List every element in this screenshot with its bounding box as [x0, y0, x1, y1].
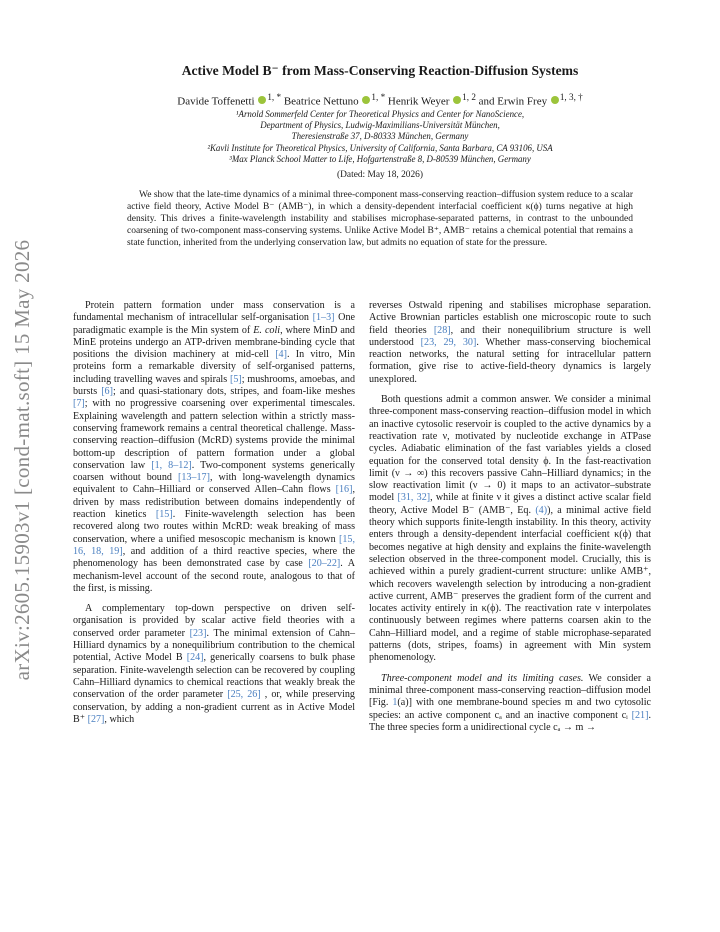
text-run: , while at finite ν it gives a distinct active scalar field theory, Active Model B⁻ (AMB⁻, Eq.	[369, 492, 651, 516]
text-run: , with long-wavelength dynamics equivalent to Cahn–Hilliard or conserved Allen–Cahn flows	[73, 472, 355, 496]
affiliation-line: Department of Physics, Ludwig-Maximilians-Universität München,	[260, 120, 500, 131]
citation-link[interactable]: [23]	[189, 627, 207, 639]
citation-link[interactable]: [6]	[101, 386, 113, 398]
text-run: , where MinD and MinE proteins undergo an ATP-driven membrane-binding cycle that positions the division machinery at mid-cell	[73, 324, 355, 361]
body-paragraph	[73, 603, 355, 726]
text-run: . The minimal extension of Cahn–Hilliard dynamics by a nonequilibrium contribution to the chemical potential, Active Model B	[73, 627, 355, 664]
citation-link[interactable]: [15]	[155, 509, 173, 521]
orcid-icon[interactable]	[362, 96, 370, 104]
citation-link[interactable]: [21]	[631, 709, 649, 721]
citation-link[interactable]: [20–22]	[308, 558, 341, 570]
text-run: Both questions admit a common answer. We consider a minimal three-component mass-conserving reaction–diffusion model in which an inactive cytosolic reservoir is coupled to the active dynamics by a reactivation rate ν, motivated by nucleotide exchange in ATPase cycles. Adiabatic elimination of the fast variables yields a closed equation for the conserved total density ϕ. In the fast-reactivation limit (ν → ∞) this recovers passive Cahn–Hilliard dynamics; in the slow reactivation limit (ν → 0) it maps to an activator–substrate model	[369, 394, 651, 504]
author-name: Beatrice Nettuno	[283, 95, 359, 108]
citation-link[interactable]: [27]	[87, 713, 105, 725]
text-run: . Two-component systems generically coarsen without bound	[73, 459, 355, 484]
citation-link[interactable]: [28]	[433, 324, 451, 336]
author-affil-marker: 1, 3, †	[559, 92, 583, 102]
text-run: , and addition of a third reactive species, where the phenomenology has been demonstrated case by case	[73, 545, 355, 570]
text-run: We consider a minimal three-component mass-conserving reaction–diffusion model [Fig.	[369, 672, 652, 709]
affiliation-line: ²Kavli Institute for Theoretical Physics, University of California, Santa Barbara, CA 93106, USA	[207, 142, 553, 153]
text-run: , generically coarsens to bulk phase separation. Finite-wavelength selection can be recovered by coupling Cahn–Hilliard dynamics to chemical reactions that weakly break the conservation of the order parameter	[73, 652, 355, 701]
equation-link[interactable]: (4)	[535, 504, 548, 516]
affiliation-line: Theresienstraße 37, D-80333 München, Germany	[291, 131, 469, 142]
text-run: ; mushrooms, amoebas, and bursts	[73, 373, 355, 398]
author-affil-marker: 1, *	[267, 92, 282, 102]
body-paragraph	[369, 673, 651, 734]
text-run: ; and quasi-stationary dots, stripes, and foam-like meshes	[112, 386, 356, 398]
author-name: Davide Toffenetti	[177, 95, 255, 108]
orcid-icon[interactable]	[258, 96, 266, 104]
citation-link[interactable]: [7]	[73, 398, 85, 410]
species-name: E. coli	[253, 324, 281, 336]
text-run: . Finite-wavelength selection has been recovered along two routes within McRD: weak breaking of mass conservation, where a unified mesoscopic mechanism is known	[73, 509, 355, 545]
orcid-icon[interactable]	[453, 96, 461, 104]
text-run: . The three species form a unidirectional cycle cₐ → m →	[369, 709, 651, 733]
text-run: . Whether mass-conserving biochemical reaction networks, the natural setting for intracellular pattern formation, give rise to active-field-theory dynamics is largely unexplored.	[369, 336, 651, 385]
text-run: ; with no progressive coarsening over experimental timescales. Explaining wavelength and pattern selection within a strictly mass-conserving framework remains a central theoretical challenge. Mass-conserving reaction–diffusion (McRD) systems provide the minimal bottom-up description of pattern formation under a global conservation law	[73, 398, 355, 471]
text-run: ), a minimal active field theory which supports finite-length instability. In this theory, activity enters through a density-dependent interfacial coefficient κ(ϕ) that becomes negative at high density and explains the finite-wavelength selection observed in the three-component model. Crucially, this is achieved within a purely gradient-current structure: unlike AMB⁺, which recovers wavelength selection by introducing a non-gradient active current, AMB⁻ preserves the gradient form of the current and locates activity entirely in κ(ϕ). The reactivation rate ν interpolates continuously between regimes where patterns coarsen akin to the Cahn–Hilliard model, and a regime of stable microphase-separated patterns (dots, stripes, foams) in agreement with Min system phenomenology.	[369, 504, 651, 664]
author-name: Erwin Frey	[497, 95, 548, 108]
citation-link[interactable]: [16]	[335, 484, 353, 496]
orcid-icon[interactable]	[551, 96, 559, 104]
citation-link[interactable]: [25, 26]	[227, 689, 261, 701]
text-run: . A mechanism-level account of the second route, analogous to that of the first, is missing.	[73, 558, 356, 594]
affiliations	[100, 109, 660, 165]
citation-link[interactable]: [5]	[229, 373, 242, 385]
abstract: We show that the late-time dynamics of a minimal three-component mass-conserving reaction–diffusion system reduce to a scalar active field theory, Active Model B⁻ (AMB⁻), in which a density-dependent interfacial coefficient κ(ϕ) turns negative at high density. This drives a finite-wavelength instability and stabilises microphase-separated patterns, in contrast to the unbounded coarsening of two-component mass-conserving systems. Unlike Active Model B⁺, AMB⁻ retains a chemical potential that remains a state function, inherited from the underlying conservation law, but admits no equation of state for the pressure.	[127, 190, 633, 248]
author-affil-marker: 1, 2	[462, 92, 476, 102]
author-name: Henrik Weyer	[387, 95, 450, 108]
citation-link[interactable]: [31, 32]	[397, 492, 431, 504]
arxiv-stamp: arXiv:2605.15903v1 [cond-mat.soft] 15 May 2026	[10, 239, 34, 681]
citation-link[interactable]: [15, 16, 18, 19]	[73, 533, 355, 557]
author-conjunction: and	[478, 95, 495, 108]
left-column	[73, 300, 355, 726]
text-run: , or, while preserving conservation, by adding a non-gradient current as in Active Model B⁺	[73, 689, 355, 725]
text-run: , driven by mass redistribution between domains independently of reaction kinetics	[73, 484, 355, 521]
text-run: Protein pattern formation under mass conservation is a fundamental mechanism of intracellular self-organisation	[73, 300, 355, 324]
text-run: , which	[104, 713, 135, 725]
right-column	[369, 300, 651, 734]
citation-link[interactable]: [4]	[275, 349, 287, 361]
author-affil-marker: 1, *	[371, 92, 386, 102]
body-paragraph	[369, 394, 651, 665]
author-list	[100, 92, 660, 108]
citation-link[interactable]: [13–17]	[177, 472, 210, 484]
text-run: . In vitro, Min proteins form a remarkable diversity of self-organised patterns, including travelling waves and spirals	[73, 349, 355, 385]
figure-link[interactable]: 1	[392, 697, 398, 709]
text-run: reverses Ostwald ripening and stabilises microphase separation. Active Brownian particles establish one microscopic route to such field theories	[369, 300, 651, 336]
text-run: A complementary top-down perspective on driven self-organisation is provided by scalar active field theories with a conserved order parameter	[73, 603, 355, 639]
dated-line: (Dated: May 18, 2026)	[337, 170, 423, 180]
text-run: (a)] with one membrane-bound species m and two cytosolic species: an active component cₐ and an inactive component cᵢ	[369, 697, 651, 721]
paper-title: Active Model B⁻ from Mass-Conserving Reaction-Diffusion Systems	[181, 63, 579, 78]
affiliation-line: ¹Arnold Sommerfeld Center for Theoretical Physics and Center for NanoScience,	[235, 109, 525, 119]
body-paragraph	[73, 300, 355, 595]
citation-link[interactable]: [24]	[186, 652, 204, 664]
text-run: , and their nonequilibrium structure is well understood	[369, 324, 651, 348]
affiliation-line: ³Max Planck School Matter to Life, Hofgartenstraße 8, D-80539 München, Germany	[229, 153, 531, 164]
citation-link[interactable]: [23, 29, 30]	[420, 336, 477, 348]
text-run: One paradigmatic example is the Min system of	[73, 312, 355, 336]
paragraph-heading: Three-component model and its limiting cases.	[381, 672, 584, 684]
body-paragraph	[369, 300, 651, 386]
citation-link[interactable]: [1–3]	[312, 312, 335, 324]
citation-link[interactable]: [1, 8–12]	[151, 459, 192, 471]
